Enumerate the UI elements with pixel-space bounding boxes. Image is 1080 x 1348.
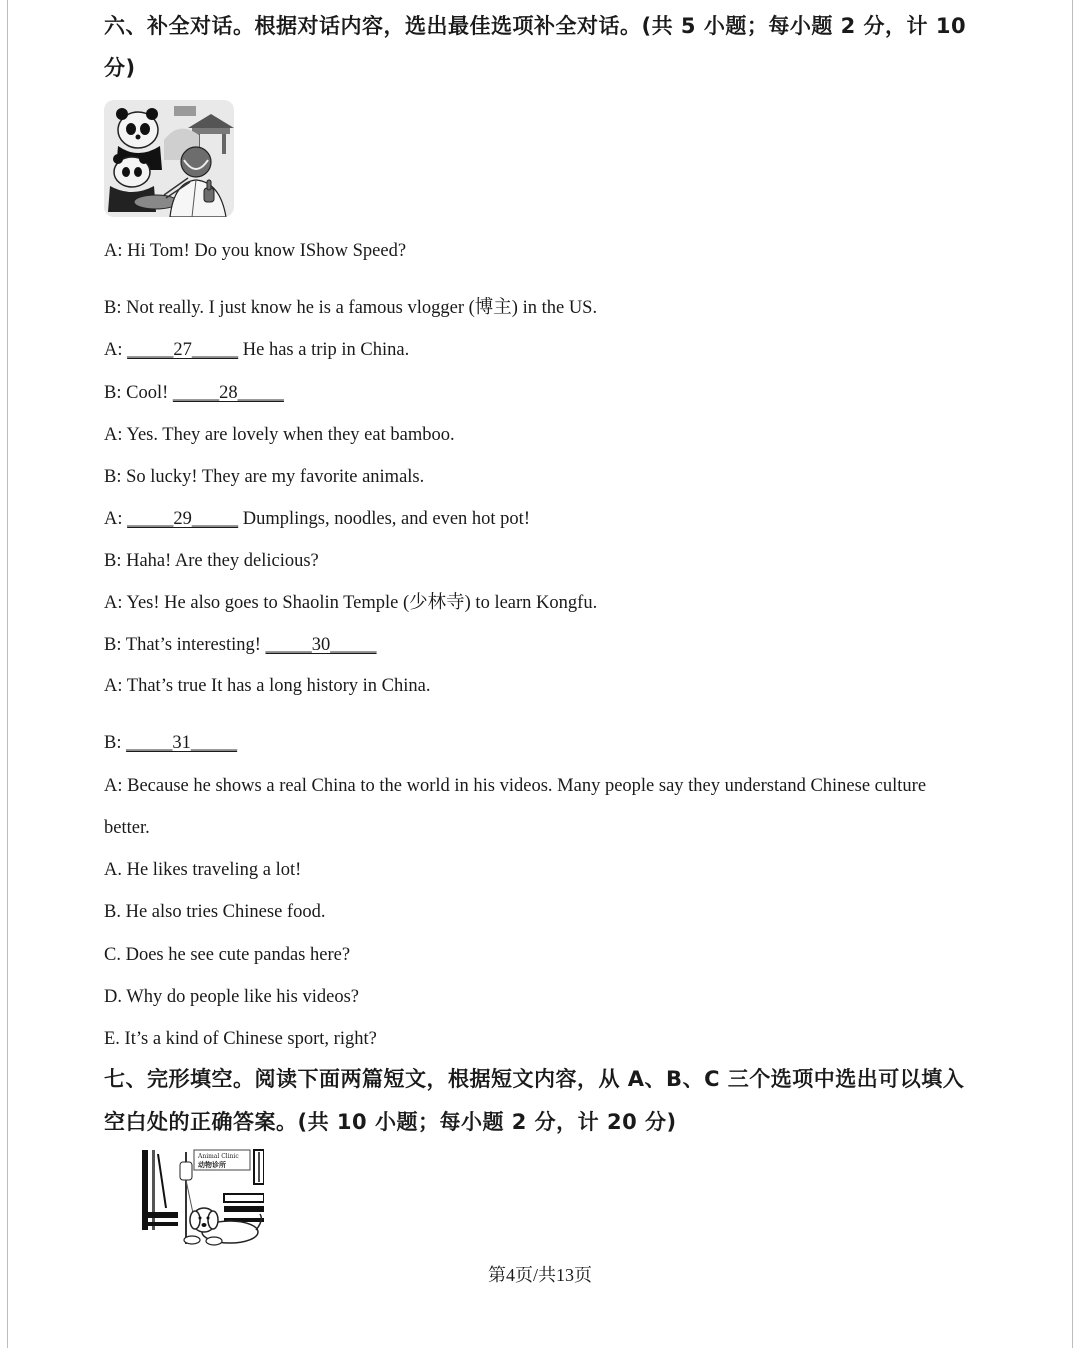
dialogue-text: Yes. They are lovely when they eat bamboo. (126, 425, 455, 445)
blank-27[interactable]: _____27_____ (127, 340, 239, 360)
page-edge-left (7, 0, 8, 1348)
dialogue-text: That’s true It has a long history in China. (126, 676, 431, 696)
blank-29[interactable]: _____29_____ (127, 509, 239, 529)
option-b: B. He also tries Chinese food. (104, 902, 326, 922)
dialogue-text: Hi Tom! Do you know IShow Speed? (127, 241, 407, 261)
speaker-label: A: (104, 241, 123, 261)
speaker-label: A: (104, 776, 123, 796)
blank-28[interactable]: _____28_____ (172, 383, 284, 403)
section6-heading-line2: 分) (104, 56, 136, 80)
dialogue-line-5 (104, 423, 455, 447)
dialogue-line-11 (104, 674, 430, 698)
blank-30[interactable]: _____30_____ (265, 635, 377, 655)
panda-vlogger-illustration (104, 100, 234, 217)
dialogue-line-1 (104, 239, 406, 263)
animal-clinic-illustration (142, 1148, 264, 1248)
dialogue-line-2 (104, 296, 597, 320)
dialogue-line-4 (104, 381, 284, 405)
dialogue-line-12 (104, 731, 237, 755)
dialogue-text: Because he shows a real China to the world in his videos. Many people say they understand Chinese culture (127, 776, 927, 796)
dialogue-line-13 (104, 774, 926, 798)
dialogue-line-3 (104, 338, 409, 362)
dialogue-text: He has a trip in China. (238, 340, 410, 360)
page-edge-right (1072, 0, 1073, 1348)
dialogue-continuation: better. (104, 818, 150, 838)
speaker-label: A: (104, 509, 123, 529)
dialogue-text: Yes! He also goes to Shaolin Temple (少林寺) to learn Kongfu. (126, 593, 598, 613)
speaker-label: B: (104, 298, 122, 318)
speaker-label: A: (104, 676, 123, 696)
blank-31[interactable]: _____31_____ (126, 733, 238, 753)
option-c: C. Does he see cute pandas here? (104, 945, 351, 965)
speaker-label: B: (104, 467, 122, 487)
clinic-sign-english: Animal Clinic (198, 1153, 239, 1160)
section7-heading-line2: 空白处的正确答案。(共 10 小题；每小题 2 分，计 20 分) (104, 1110, 677, 1134)
section7-heading-line1: 七、完形填空。阅读下面两篇短文，根据短文内容，从 A、B、C 三个选项中选出可以填入 (104, 1067, 965, 1091)
speaker-label: B: (104, 635, 122, 655)
dialogue-line-8 (104, 549, 319, 573)
speaker-label: B: (104, 383, 122, 403)
section6-heading-line1: 六、补全对话。根据对话内容，选出最佳选项补全对话。(共 5 小题；每小题 2 分，计 10 (104, 14, 967, 38)
dialogue-text: Dumplings, noodles, and even hot pot! (238, 509, 530, 529)
speaker-label: B: (104, 551, 122, 571)
dialogue-text: Not really. I just know he is a famous vlogger (博主) in the US. (126, 298, 598, 318)
dialogue-text: That’s interesting! (125, 635, 266, 655)
page-indicator: 第4页/共13页 (487, 1265, 592, 1285)
dialogue-text: So lucky! They are my favorite animals. (126, 467, 425, 487)
speaker-label: A: (104, 340, 123, 360)
option-e: E. It’s a kind of Chinese sport, right? (104, 1029, 377, 1049)
option-a: A. He likes traveling a lot! (104, 860, 302, 880)
dialogue-text: Cool! (126, 383, 173, 403)
dialogue-line-10 (104, 633, 377, 657)
clinic-sign-chinese: 动物诊所 (198, 1161, 226, 1169)
dialogue-line-9 (104, 591, 597, 615)
speaker-label: A: (104, 593, 123, 613)
dialogue-text: Haha! Are they delicious? (126, 551, 319, 571)
speaker-label: A: (104, 425, 123, 445)
dialogue-line-6 (104, 465, 424, 489)
option-d: D. Why do people like his videos? (104, 987, 360, 1007)
speaker-label: B: (104, 733, 122, 753)
dialogue-line-7 (104, 507, 530, 531)
